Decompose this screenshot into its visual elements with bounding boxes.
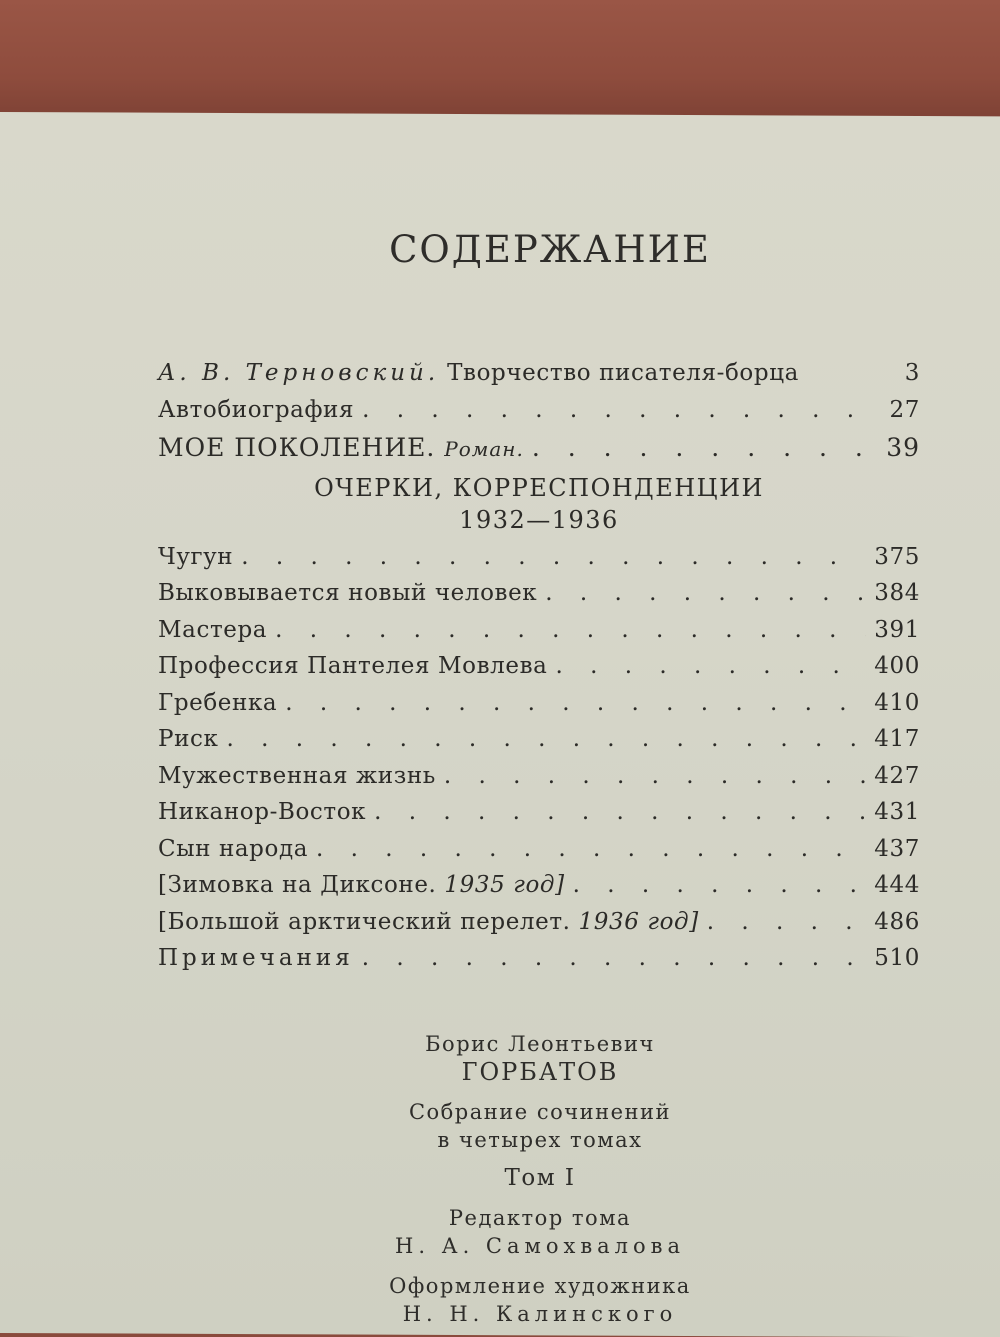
toc-entry (158, 763, 920, 800)
design-role: Оформление художника (389, 1274, 691, 1298)
toc-entry (158, 617, 920, 654)
toc-page-number: 437 (874, 835, 920, 862)
toc-entry-notes (158, 945, 920, 982)
toc-page-number: 410 (874, 689, 920, 716)
designer-name: Н. Н. Калинского (402, 1302, 678, 1326)
toc-entry-novel (158, 433, 920, 470)
book-cover-edge (0, 0, 1000, 130)
author-name: Борис Леонтьевич (425, 1032, 655, 1056)
toc-entry-label: Примечания (158, 945, 354, 971)
author-surname: ГОРБАТОВ (461, 1058, 619, 1086)
section-title: ОЧЕРКИ, КОРРЕСПОНДЕНЦИИ (314, 473, 764, 502)
toc-entry-label: Риск (158, 726, 219, 752)
toc-entry (158, 544, 920, 581)
toc-page-number: 3 (904, 360, 920, 386)
toc-entry-label: Автобиография (158, 396, 355, 423)
leader-dots (532, 433, 878, 462)
toc-entry (158, 799, 920, 836)
toc-entry (158, 653, 920, 690)
toc-entry-label: Мужественная жизнь (158, 762, 436, 789)
toc-entry (158, 397, 920, 434)
toc-page-number: 486 (874, 908, 920, 935)
leader-dots (374, 799, 866, 825)
toc-entry-bracketed (158, 909, 920, 946)
toc-entry-label: Сын народа (158, 835, 309, 862)
collection-title-line2: в четырех томах (437, 1128, 643, 1152)
toc-entry-label: [Зимовка на Диксоне. (158, 872, 437, 898)
toc-page-number: 427 (874, 762, 920, 789)
toc-entry-year: 1936 год] (578, 908, 699, 935)
leader-dots (362, 945, 867, 971)
toc-entry-bracketed (158, 872, 920, 909)
toc-page-number: 431 (874, 799, 920, 825)
editor-role: Редактор тома (448, 1206, 632, 1230)
intro-author: А. В. Терновский. (158, 360, 440, 386)
volume-label: Том I (504, 1165, 576, 1191)
toc-entry (158, 690, 920, 727)
toc-entry (158, 836, 920, 873)
toc-entry-label: Мастера (158, 616, 268, 643)
novel-title: МОЕ ПОКОЛЕНИЕ. (158, 433, 436, 462)
leader-dots (362, 397, 881, 423)
section-heading (158, 472, 920, 536)
editor-name: Н. А. Самохвалова (395, 1234, 685, 1258)
toc-page-number: 375 (874, 543, 920, 570)
leader-dots (285, 690, 866, 716)
leader-dots (241, 544, 866, 570)
toc-page-number: 27 (889, 396, 920, 423)
toc-entry-label: Профессия Пантелея Мовлева (158, 653, 548, 679)
toc-page-number: 391 (874, 616, 920, 643)
leader-dots (707, 909, 867, 935)
toc-entry-label: Никанор-Восток (158, 799, 367, 825)
toc-page-number: 444 (874, 872, 920, 898)
toc-entry (158, 580, 920, 617)
toc-page-number: 384 (874, 580, 920, 606)
toc-page-number: 417 (874, 726, 920, 752)
leader-dots (555, 653, 866, 679)
toc-entry-year: 1935 год] (444, 872, 565, 898)
imprint-block (40, 1030, 1000, 1328)
novel-genre: Роман. (444, 437, 524, 461)
toc-page-number: 400 (874, 653, 920, 679)
page-title: СОДЕРЖАНИЕ (389, 228, 711, 271)
toc-entry-label: Выковывается новый человек (158, 580, 538, 606)
leader-dots (226, 726, 866, 752)
toc-entry-label: [Большой арктический перелет. (158, 908, 571, 935)
toc-entry-label: Гребенка (158, 689, 278, 716)
toc-page-number: 510 (874, 945, 920, 971)
section-years: 1932—1936 (459, 505, 619, 534)
leader-dots (316, 836, 866, 862)
leader-dots (545, 580, 866, 606)
toc-entry-intro (158, 360, 920, 397)
collection-title-line1: Собрание сочинений (408, 1100, 672, 1124)
toc-entry (158, 726, 920, 763)
intro-title: Творчество писателя-борца (447, 360, 799, 386)
toc-entry-label: Чугун (158, 543, 234, 570)
toc-page-number: 39 (886, 433, 920, 462)
leader-dots (275, 617, 866, 643)
leader-dots (444, 763, 866, 789)
table-of-contents (158, 360, 920, 982)
leader-dots (573, 872, 867, 898)
